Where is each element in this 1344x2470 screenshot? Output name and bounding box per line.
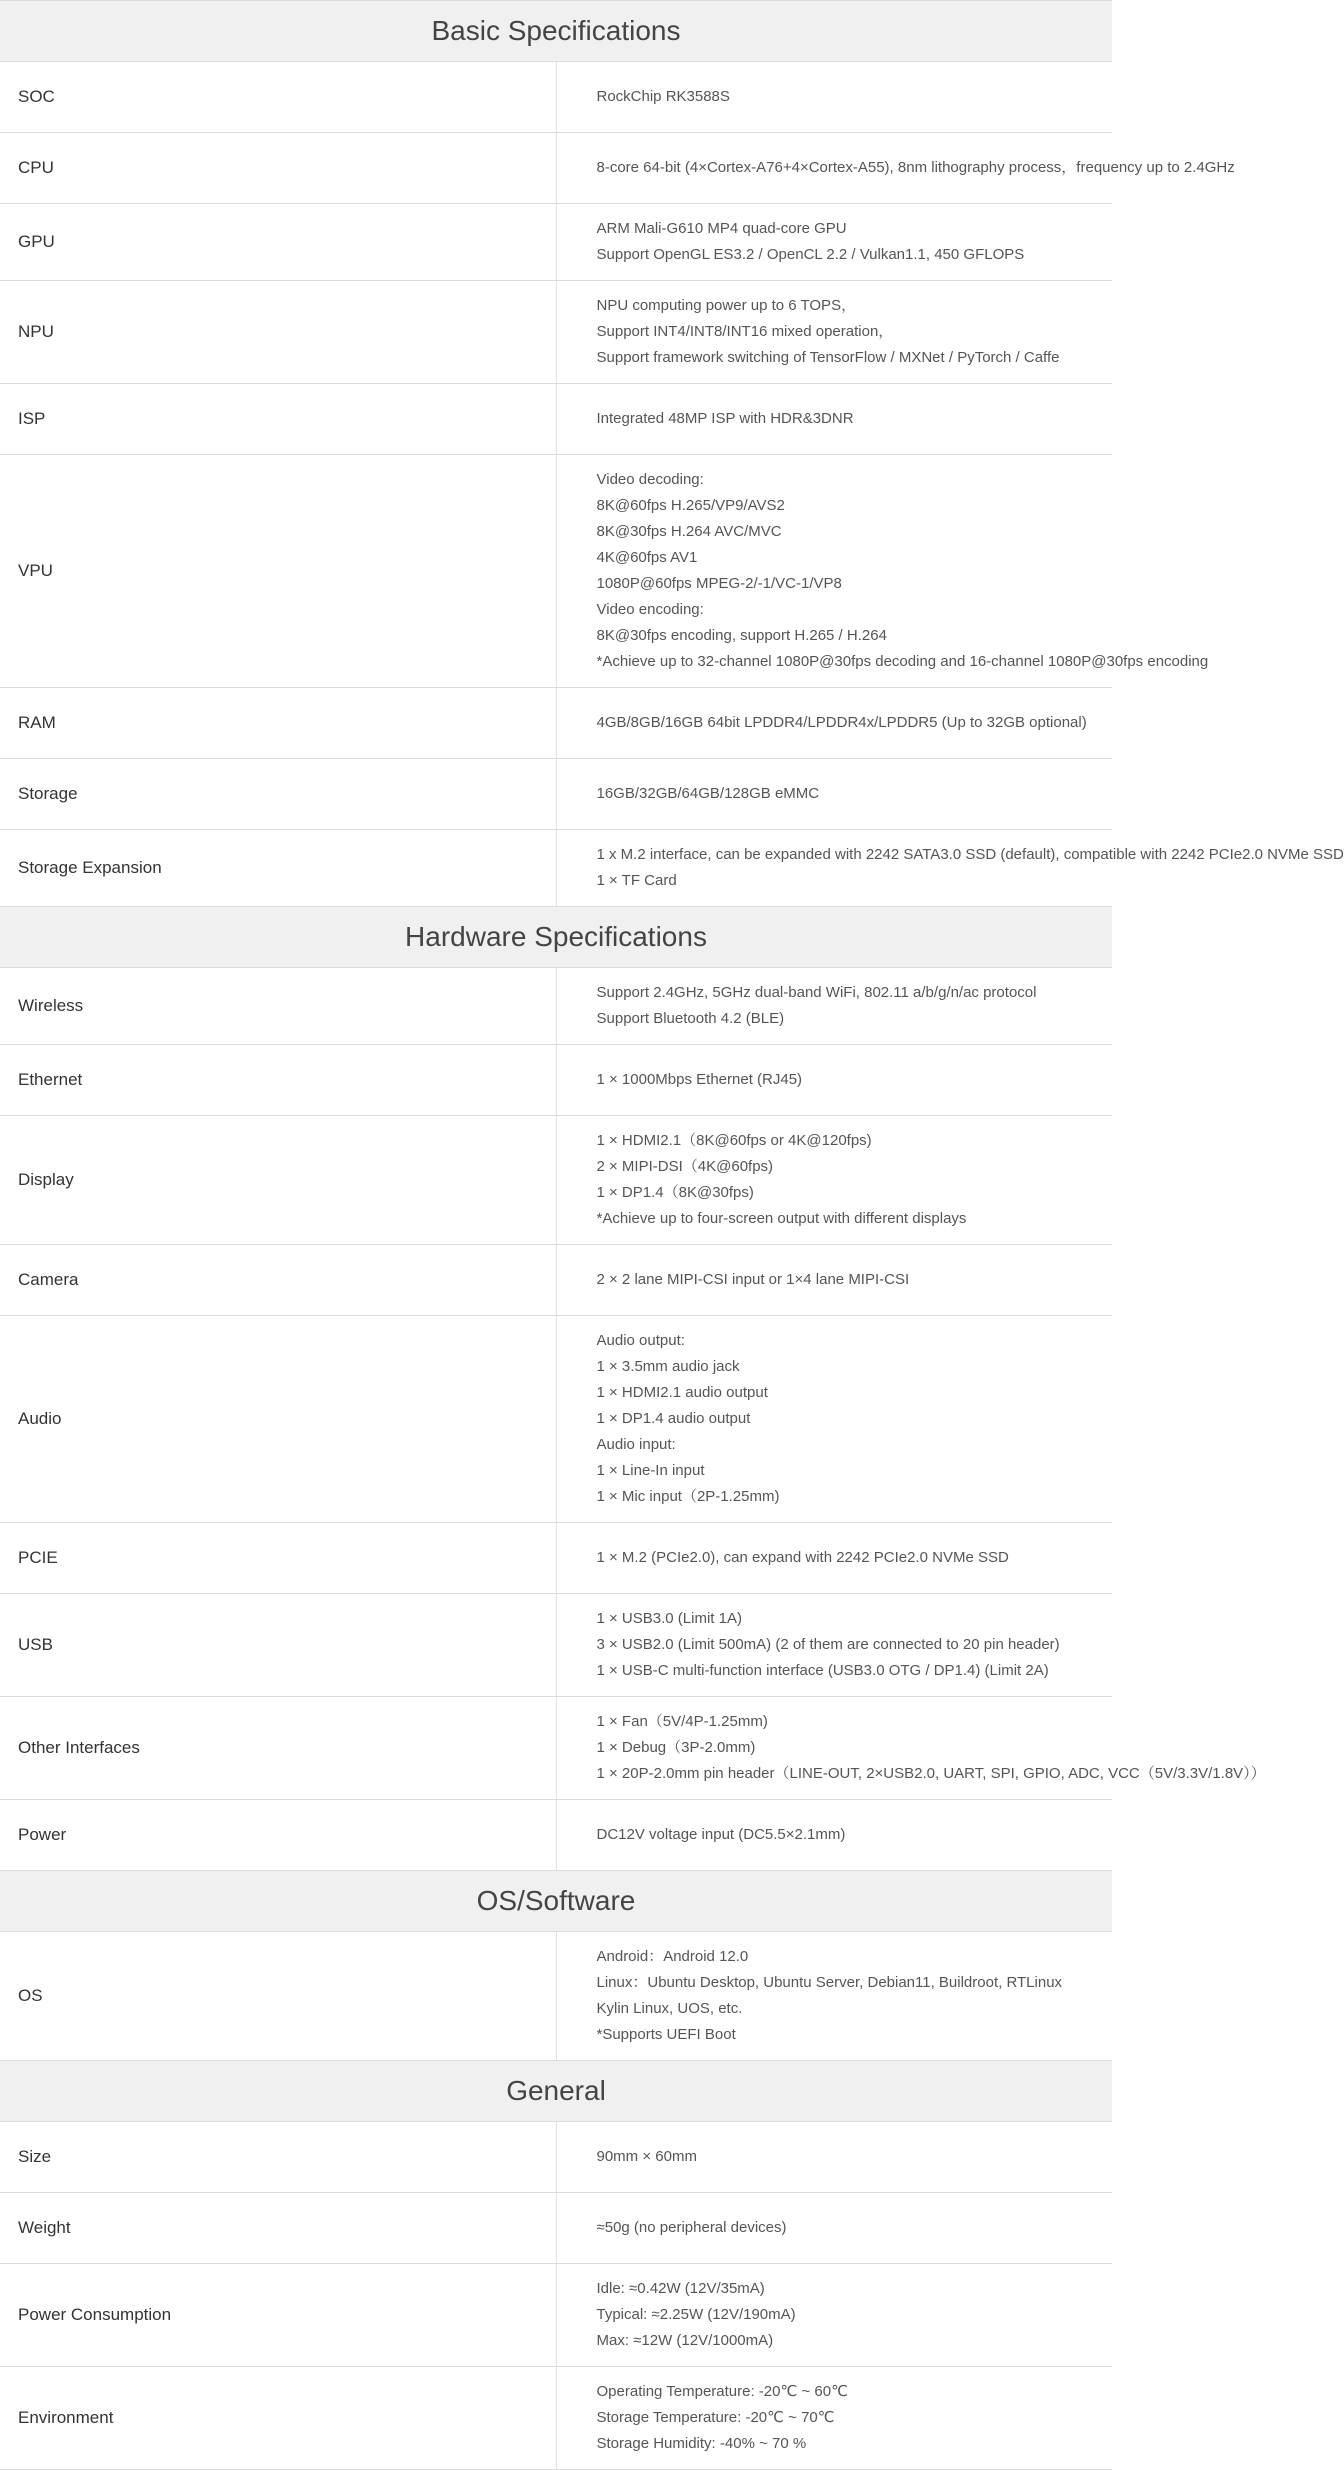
spec-value-line: 1 × TF Card [596, 872, 677, 889]
spec-value [556, 2264, 1112, 2367]
spec-label: Storage Expansion [0, 830, 556, 907]
spec-value-line: Integrated 48MP ISP with HDR&3DNR [596, 410, 854, 427]
spec-value [556, 1045, 1112, 1116]
spec-value-line: 1 × HDMI2.1 audio output [596, 1384, 768, 1401]
spec-row [0, 2264, 1112, 2367]
spec-value-line: 1 × M.2 (PCIe2.0), can expand with 2242 PCIe2.0 NVMe SSD [596, 1549, 1009, 1566]
spec-label: VPU [0, 455, 556, 688]
spec-value [556, 204, 1112, 281]
spec-value [556, 759, 1112, 830]
spec-value-line: 8-core 64-bit (4×Cortex-A76+4×Cortex-A55), 8nm lithography process，frequency up to 2.4GHz [596, 159, 1235, 176]
spec-label: Display [0, 1116, 556, 1245]
spec-value-line: 1 × DP1.4 audio output [596, 1410, 751, 1427]
spec-value-line: 1080P@60fps MPEG-2/-1/VC-1/VP8 [596, 575, 842, 592]
spec-label: Audio [0, 1316, 556, 1523]
spec-value-line: 2 × 2 lane MIPI-CSI input or 1×4 lane MIPI-CSI [596, 1271, 910, 1288]
spec-value-line: Support OpenGL ES3.2 / OpenCL 2.2 / Vulkan1.1, 450 GFLOPS [596, 246, 1025, 263]
spec-value-line: Video decoding: [596, 471, 704, 488]
spec-row [0, 968, 1112, 1045]
spec-value-line: 2 × MIPI-DSI（4K@60fps) [596, 1158, 774, 1175]
spec-value-line: Support Bluetooth 4.2 (BLE) [596, 1010, 785, 1027]
spec-label: SOC [0, 62, 556, 133]
spec-value [556, 968, 1112, 1045]
spec-row [0, 204, 1112, 281]
spec-value-line: 1 × USB3.0 (Limit 1A) [596, 1610, 742, 1627]
spec-label: Environment [0, 2367, 556, 2470]
spec-row [0, 1697, 1112, 1800]
spec-value [556, 1932, 1112, 2061]
spec-value-line: Idle: ≈0.42W (12V/35mA) [596, 2280, 765, 2297]
spec-value-line: NPU computing power up to 6 TOPS， [596, 297, 857, 314]
spec-value-line: Typical: ≈2.25W (12V/190mA) [596, 2306, 796, 2323]
spec-value [556, 133, 1235, 204]
spec-label: Power Consumption [0, 2264, 556, 2367]
spec-table-body [0, 1, 1344, 2470]
spec-value [556, 281, 1112, 384]
spec-row [0, 2193, 1112, 2264]
spec-row [0, 133, 1112, 204]
spec-row [0, 759, 1112, 830]
spec-label: Storage [0, 759, 556, 830]
spec-row [0, 62, 1112, 133]
spec-value [556, 1116, 1112, 1245]
spec-label: Weight [0, 2193, 556, 2264]
spec-label: CPU [0, 133, 556, 204]
spec-value-line: 1 × HDMI2.1（8K@60fps or 4K@120fps) [596, 1132, 872, 1149]
spec-row [0, 1800, 1112, 1871]
spec-value-line: Android：Android 12.0 [596, 1948, 749, 1965]
spec-value [556, 688, 1112, 759]
spec-label: RAM [0, 688, 556, 759]
spec-value [556, 2367, 1112, 2470]
spec-value [556, 1800, 1112, 1871]
spec-row [0, 455, 1112, 688]
spec-value-line: Audio output: [596, 1332, 685, 1349]
spec-row [0, 384, 1112, 455]
spec-value-line: Max: ≈12W (12V/1000mA) [596, 2332, 774, 2349]
spec-label: Ethernet [0, 1045, 556, 1116]
spec-value-line: Support INT4/INT8/INT16 mixed operation， [596, 323, 894, 340]
section-title: Basic Specifications [0, 1, 1112, 62]
spec-value-line: 1 × Fan（5V/4P-1.25mm) [596, 1713, 768, 1730]
spec-value-line: Audio input: [596, 1436, 676, 1453]
section-header [0, 1871, 1112, 1932]
spec-value-line: 4GB/8GB/16GB 64bit LPDDR4/LPDDR4x/LPDDR5 (Up to 32GB optional) [596, 714, 1087, 731]
section-header [0, 1, 1112, 62]
spec-value [556, 384, 1112, 455]
spec-value-line: 1 × Line-In input [596, 1462, 705, 1479]
spec-label: Size [0, 2122, 556, 2193]
spec-label: PCIE [0, 1523, 556, 1594]
spec-value [556, 1316, 1112, 1523]
spec-row [0, 1316, 1112, 1523]
spec-label: Power [0, 1800, 556, 1871]
spec-label: GPU [0, 204, 556, 281]
spec-value [556, 62, 1112, 133]
spec-value-line: Linux：Ubuntu Desktop, Ubuntu Server, Debian11, Buildroot, RTLinux [596, 1974, 1063, 1991]
spec-value-line: 1 x M.2 interface, can be expanded with 2242 SATA3.0 SSD (default), compatible with 2242 PCIe2.0 NVMe SSD [596, 846, 1344, 863]
section-header [0, 907, 1112, 968]
spec-value-line: RockChip RK3588S [596, 88, 730, 105]
spec-value-line: 1 × Mic input（2P-1.25mm) [596, 1488, 780, 1505]
spec-value-line: 1 × 1000Mbps Ethernet (RJ45) [596, 1071, 803, 1088]
spec-row [0, 1245, 1112, 1316]
spec-value-line: *Achieve up to 32-channel 1080P@30fps decoding and 16-channel 1080P@30fps encoding [596, 653, 1209, 670]
spec-value-line: 8K@60fps H.265/VP9/AVS2 [596, 497, 785, 514]
spec-row [0, 1116, 1112, 1245]
section-title: Hardware Specifications [0, 907, 1112, 968]
spec-value-line: 1 × USB-C multi-function interface (USB3.0 OTG / DP1.4) (Limit 2A) [596, 1662, 1049, 1679]
spec-value-line: 3 × USB2.0 (Limit 500mA) (2 of them are connected to 20 pin header) [596, 1636, 1060, 1653]
spec-row [0, 1594, 1112, 1697]
spec-label: NPU [0, 281, 556, 384]
spec-value [556, 1245, 1112, 1316]
spec-value-line: ARM Mali-G610 MP4 quad-core GPU [596, 220, 847, 237]
spec-value-line: 16GB/32GB/64GB/128GB eMMC [596, 785, 820, 802]
spec-label: USB [0, 1594, 556, 1697]
spec-value [556, 2193, 1112, 2264]
spec-label: OS [0, 1932, 556, 2061]
spec-row [0, 1045, 1112, 1116]
spec-value-line: Video encoding: [596, 601, 704, 618]
spec-value-line: 1 × 3.5mm audio jack [596, 1358, 740, 1375]
spec-label: Camera [0, 1245, 556, 1316]
spec-value-line: Operating Temperature: -20℃ ~ 60℃ [596, 2383, 848, 2400]
spec-value-line: Storage Temperature: -20℃ ~ 70℃ [596, 2409, 835, 2426]
spec-value-line: 8K@30fps H.264 AVC/MVC [596, 523, 782, 540]
spec-value-line: *Supports UEFI Boot [596, 2026, 736, 2043]
spec-value [556, 1594, 1112, 1697]
section-title: OS/Software [0, 1871, 1112, 1932]
section-title: General [0, 2061, 1112, 2122]
spec-label: ISP [0, 384, 556, 455]
spec-value-line: 1 × DP1.4（8K@30fps) [596, 1184, 754, 1201]
spec-row [0, 2367, 1112, 2470]
spec-value-line: 8K@30fps encoding, support H.265 / H.264 [596, 627, 887, 644]
spec-value-line: ≈50g (no peripheral devices) [596, 2219, 787, 2236]
spec-value [556, 1523, 1112, 1594]
spec-value-line: Storage Humidity: -40% ~ 70 % [596, 2435, 807, 2452]
spec-value-line: 90mm × 60mm [596, 2148, 697, 2165]
spec-value-line: Support framework switching of TensorFlow / MXNet / PyTorch / Caffe [596, 349, 1060, 366]
spec-value-line: 1 × 20P-2.0mm pin header（LINE-OUT, 2×USB2.0, UART, SPI, GPIO, ADC, VCC（5V/3.3V/1.8V）） [596, 1765, 1266, 1782]
spec-value [556, 2122, 1112, 2193]
section-header [0, 2061, 1112, 2122]
spec-value-line: Kylin Linux, UOS, etc. [596, 2000, 743, 2017]
spec-label: Wireless [0, 968, 556, 1045]
spec-row [0, 2122, 1112, 2193]
spec-value [556, 1697, 1266, 1800]
spec-row [0, 830, 1112, 907]
spec-value-line: 4K@60fps AV1 [596, 549, 698, 566]
spec-value-line: DC12V voltage input (DC5.5×2.1mm) [596, 1826, 846, 1843]
spec-value [556, 455, 1209, 688]
spec-label: Other Interfaces [0, 1697, 556, 1800]
spec-value-line: 1 × Debug（3P-2.0mm) [596, 1739, 756, 1756]
spec-row [0, 1523, 1112, 1594]
spec-value-line: *Achieve up to four-screen output with different displays [596, 1210, 967, 1227]
spec-row [0, 688, 1112, 759]
spec-row [0, 1932, 1112, 2061]
spec-row [0, 281, 1112, 384]
spec-value [556, 830, 1344, 907]
spec-value-line: Support 2.4GHz, 5GHz dual-band WiFi, 802.11 a/b/g/n/ac protocol [596, 984, 1037, 1001]
